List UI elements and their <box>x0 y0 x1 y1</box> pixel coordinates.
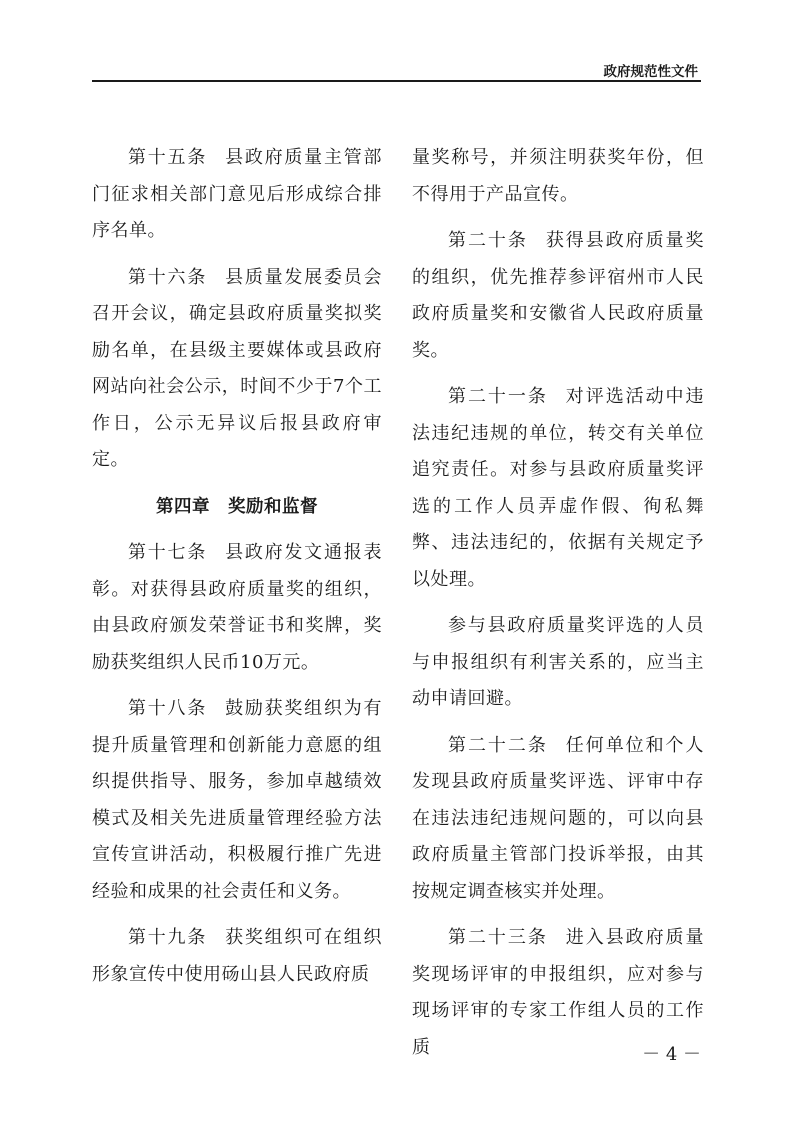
article-text: 县质量发展委员会召开会议，确定县政府质量奖拟奖励名单，在县级主要媒体或县政府网站向社会公示，时间不少于7个工作日，公示无异议后报县政府审定。 <box>92 266 383 470</box>
chapter-heading: 第四章 奖励和监督 <box>156 496 318 517</box>
article-number: 第二十条 <box>448 230 528 251</box>
article-19-continuation <box>412 140 704 213</box>
article-22-paragraph <box>412 728 704 911</box>
page-number: － 4 － <box>642 1044 701 1065</box>
article-text: 进入县政府质量奖现场评审的申报组织，应对参与现场评审的专家工作组人员的工作质 <box>412 927 705 1058</box>
article-text: 参与县政府质量奖评选的人员与申报组织有利害关系的，应当主动申请回避。 <box>412 615 704 709</box>
document-category-label: 政府规范性文件 <box>603 64 698 80</box>
article-text: 鼓励获奖组织为有提升质量管理和创新能力意愿的组织提供指导、服务，参加卓越绩效模式及相关先进质量管理经验方法宣传宣讲活动，积极履行推广先进经验和成果的社会责任和义务。 <box>92 698 383 902</box>
article-17-paragraph <box>92 535 382 681</box>
article-number: 第十九条 <box>128 927 208 948</box>
article-number: 第二十三条 <box>448 927 548 948</box>
article-16-paragraph <box>92 260 382 479</box>
article-21-paragraph <box>412 379 704 598</box>
article-number: 第十五条 <box>128 147 208 168</box>
article-text: 获得县政府质量奖的组织，优先推荐参评宿州市人民政府质量奖和安徽省人民政府质量奖。 <box>412 230 705 361</box>
header-divider <box>92 80 701 82</box>
article-text: 县政府质量主管部门征求相关部门意见后形成综合排序名单。 <box>92 147 383 241</box>
article-text: 对评选活动中违法违纪违规的单位，转交有关单位追究责任。对参与县政府质量奖评选的工作人员弄虚作假、徇私舞弊、违法违纪的，依据有关规定予以处理。 <box>412 386 705 590</box>
article-number: 第二十一条 <box>448 386 548 407</box>
article-text: 量奖称号，并须注明获奖年份，但不得用于产品宣传。 <box>412 147 704 205</box>
article-text: 县政府发文通报表彰。对获得县政府质量奖的组织，由县政府颁发荣誉证书和奖牌，奖励获奖组织人民币10万元。 <box>92 542 383 673</box>
article-text: 任何单位和个人发现县政府质量奖评选、评审中存在违法违纪违规问题的，可以向县政府质量主管部门投诉举报，由其按规定调查核实并处理。 <box>412 734 705 902</box>
article-20-paragraph <box>412 223 704 369</box>
left-text-column <box>92 140 382 1003</box>
article-21-recusal-paragraph <box>412 608 704 718</box>
article-number: 第十八条 <box>128 698 208 719</box>
article-18-paragraph <box>92 691 382 910</box>
article-number: 第十六条 <box>128 266 208 288</box>
article-15-paragraph <box>92 140 382 250</box>
article-number: 第十七条 <box>128 542 208 563</box>
article-text: 获奖组织可在组织形象宣传中使用砀山县人民政府质 <box>92 927 383 985</box>
article-number: 第二十二条 <box>448 734 548 756</box>
article-19-paragraph <box>92 920 382 993</box>
right-text-column <box>412 140 704 1076</box>
